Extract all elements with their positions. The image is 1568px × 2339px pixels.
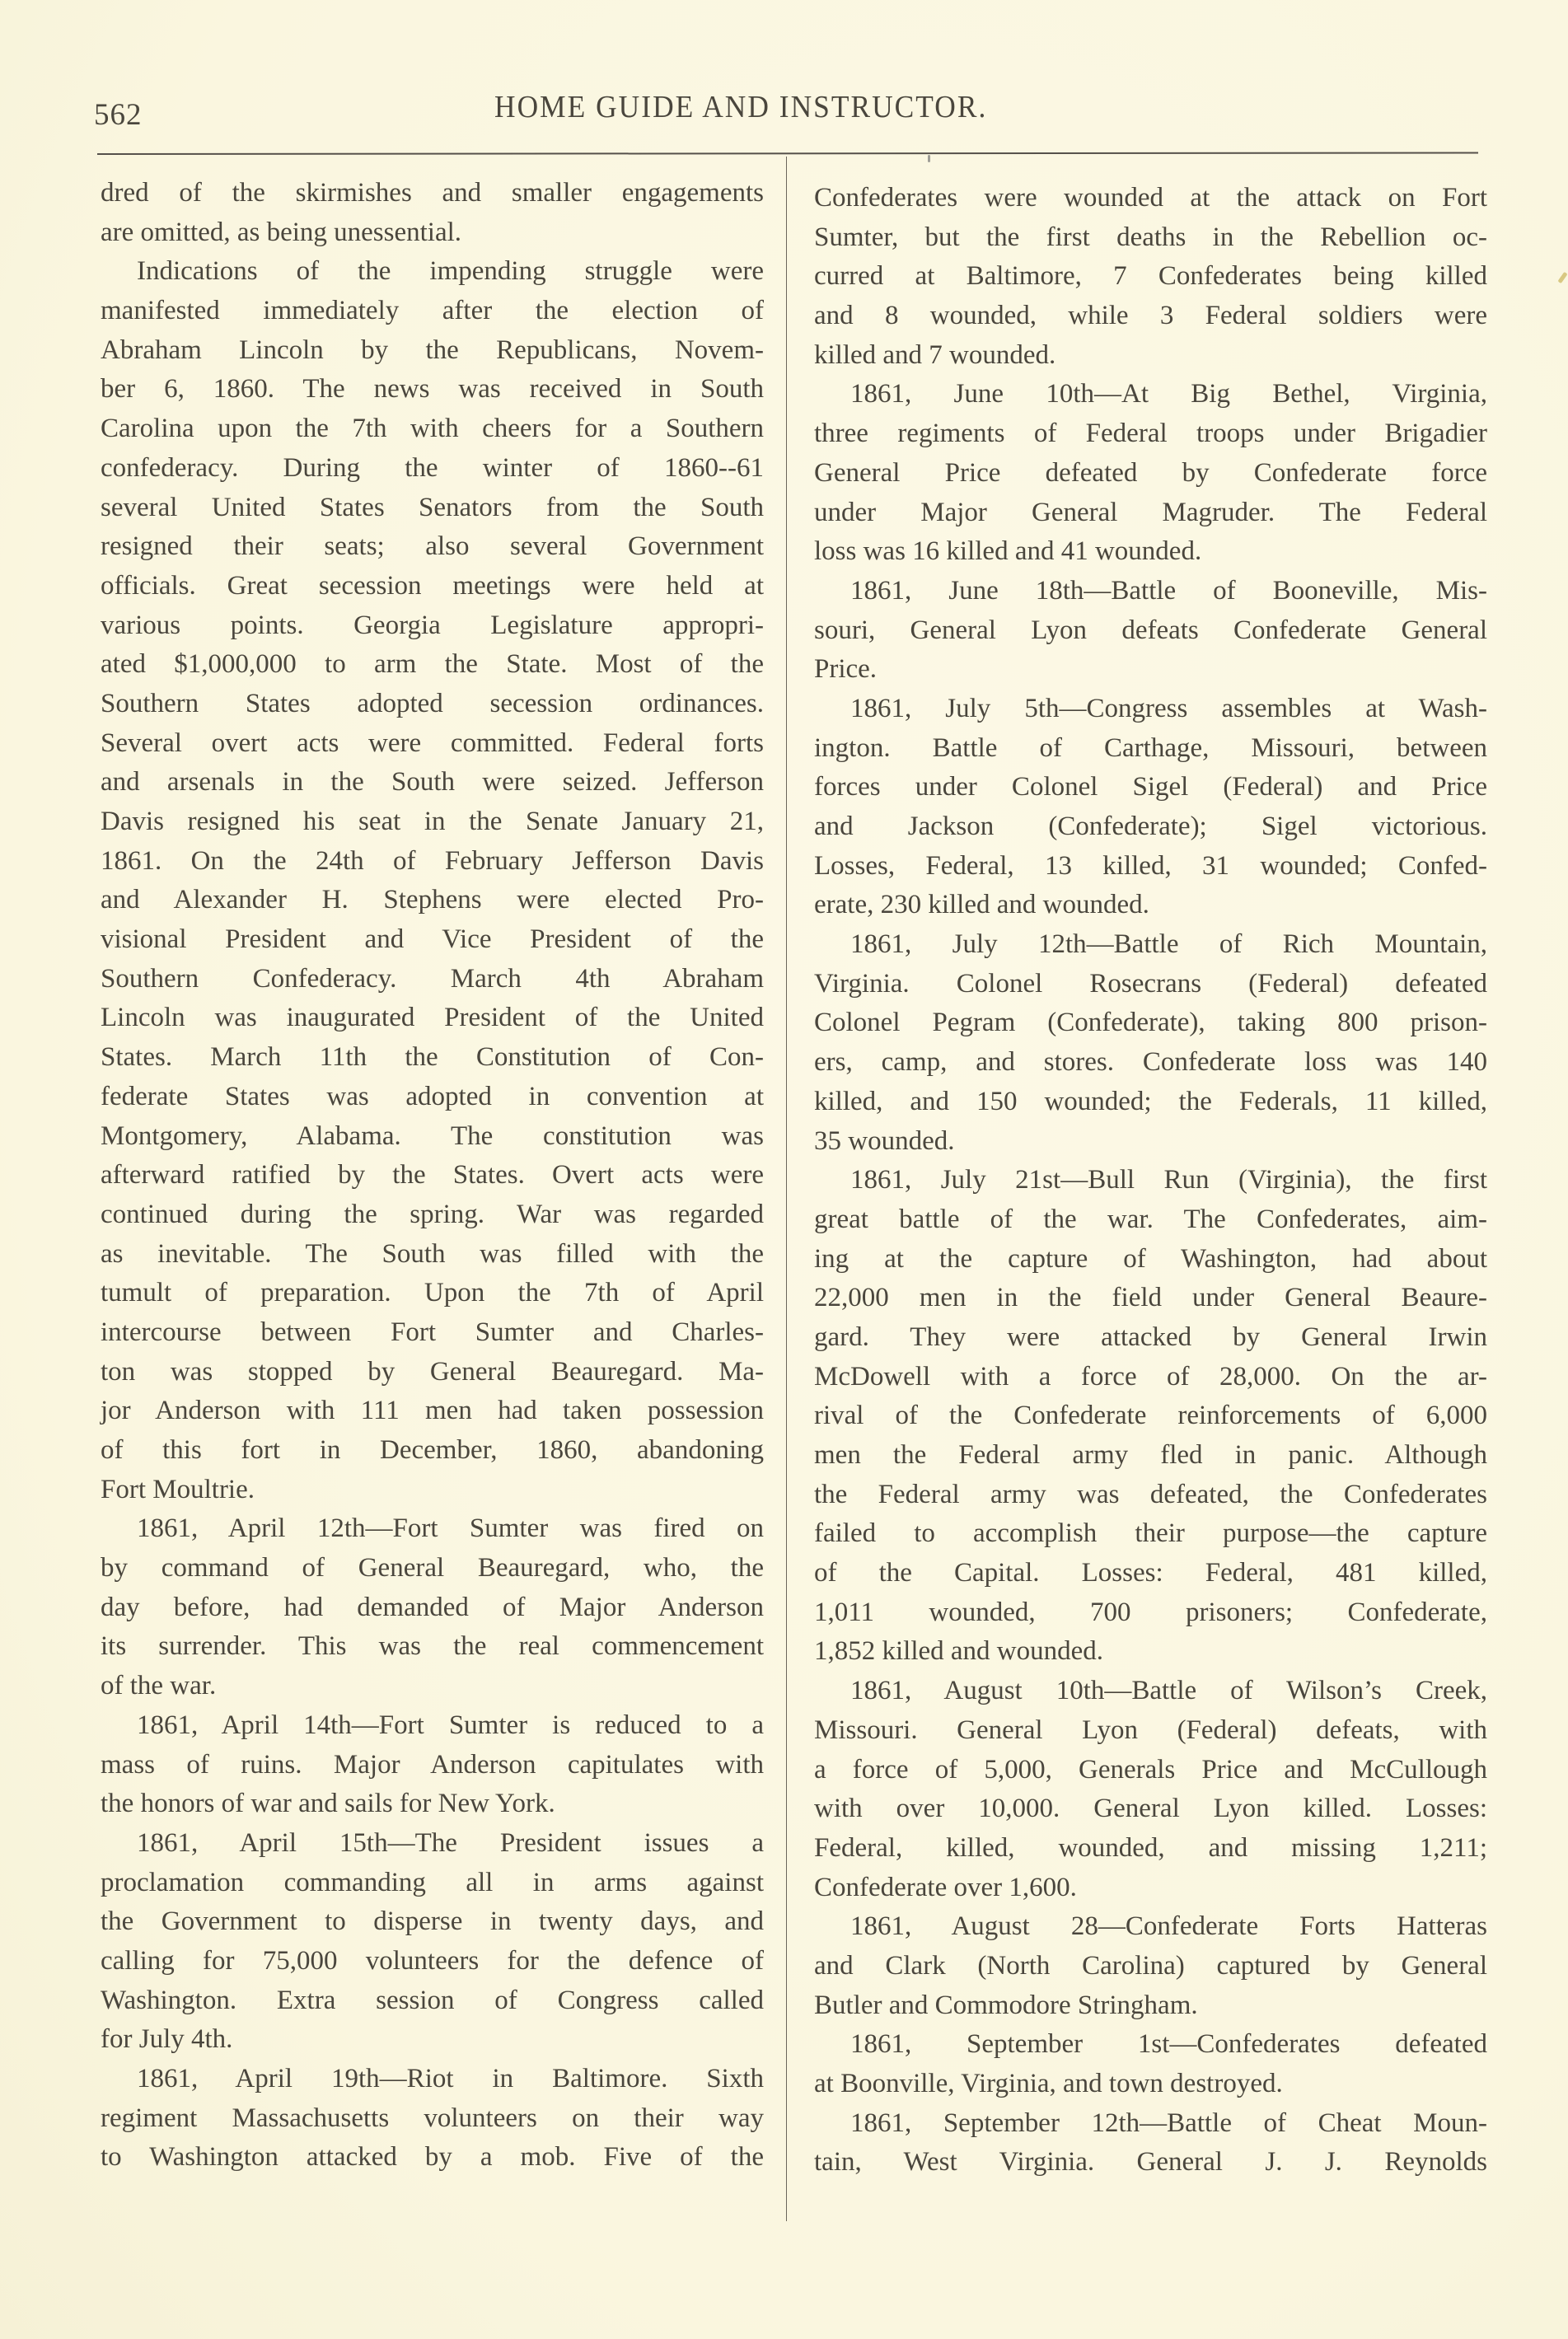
text-line: calling for 75,000 volunteers for the defence of [101, 1945, 764, 1976]
text-line: Confederates were wounded at the attack on Fort [814, 183, 1487, 213]
text-line: Price. [814, 654, 878, 685]
text-line: visional President and Vice President of the [101, 924, 764, 955]
text-line: forces under Colonel Sigel (Federal) and Price [814, 772, 1487, 802]
text-line: Sumter, but the first deaths in the Rebellion oc- [814, 222, 1487, 252]
text-line: several United States Senators from the South [101, 492, 764, 522]
text-line: 1861. On the 24th of February Jefferson Davis [101, 845, 764, 876]
text-line: Several overt acts were committed. Federal forts [101, 727, 764, 758]
text-line: continued during the spring. War was regarded [101, 1199, 764, 1229]
text-line: a force of 5,000, Generals Price and McCullough [814, 1754, 1487, 1785]
text-line: erate, 230 killed and wounded. [814, 890, 1149, 920]
text-line: the Government to disperse in twenty days, and [101, 1906, 764, 1937]
text-line: ington. Battle of Carthage, Missouri, between [814, 732, 1487, 763]
paragraph-first-line: Indications of the impending struggle were [137, 256, 764, 287]
text-line: States. March 11th the Constitution of Con- [101, 1042, 764, 1073]
text-line: mass of ruins. Major Anderson capitulates with [101, 1749, 764, 1780]
paragraph-first-line: 1861, April 15th—The President issues a [137, 1827, 764, 1858]
paper-blemish [928, 155, 930, 162]
text-line: of this fort in December, 1860, abandoning [101, 1435, 764, 1465]
text-line: of the Capital. Losses: Federal, 481 killed, [814, 1558, 1487, 1588]
text-line: Virginia. Colonel Rosecrans (Federal) defeated [814, 968, 1487, 999]
text-line: loss was 16 killed and 41 wounded. [814, 536, 1202, 567]
text-line: manifested immediately after the election of [101, 296, 764, 326]
text-line: three regiments of Federal troops under Brigadier [814, 419, 1487, 449]
paragraph-first-line: 1861, April 19th—Riot in Baltimore. Sixth [137, 2064, 764, 2093]
text-line: with over 10,000. General Lyon killed. Losses: [814, 1794, 1487, 1824]
text-line: curred at Baltimore, 7 Confederates being killed [814, 261, 1487, 292]
text-line: federate States was adopted in convention at [101, 1081, 764, 1111]
paper-blemish [1557, 272, 1567, 283]
text-line: to Washington attacked by a mob. Five of the [101, 2142, 764, 2173]
paragraph-first-line: 1861, July 12th—Battle of Rich Mountain, [850, 929, 1487, 960]
text-line: its surrender. This was the real commencement [101, 1631, 764, 1662]
text-line: for July 4th. [101, 2024, 233, 2055]
text-line: intercourse between Fort Sumter and Charles- [101, 1317, 764, 1347]
paragraph-first-line: 1861, June 18th—Battle of Booneville, Mis- [850, 575, 1487, 606]
text-line: Lincoln was inaugurated President of the United [101, 1003, 764, 1033]
paragraph-first-line: 1861, July 21st—Bull Run (Virginia), the first [850, 1165, 1487, 1195]
text-line: General Price defeated by Confederate force [814, 457, 1487, 488]
text-line: killed and 7 wounded. [814, 339, 1056, 370]
text-line: Butler and Commodore Stringham. [814, 1990, 1198, 2020]
right-column [814, 181, 1487, 2185]
text-line: McDowell with a force of 28,000. On the ar- [814, 1361, 1487, 1392]
text-line: proclamation commanding all in arms against [101, 1867, 764, 1897]
text-line: great battle of the war. The Confederates, aim- [814, 1204, 1487, 1234]
text-line: men the Federal army fled in panic. Although [814, 1440, 1487, 1470]
text-line: rival of the Confederate reinforcements of 6,000 [814, 1401, 1487, 1431]
text-line: killed, and 150 wounded; the Federals, 11 killed, [814, 1086, 1487, 1116]
text-line: Federal, killed, wounded, and missing 1,211; [814, 1832, 1487, 1863]
text-line: souri, General Lyon defeats Confederate General [814, 615, 1487, 645]
text-line: various points. Georgia Legislature appropri- [101, 610, 764, 640]
text-line: the honors of war and sails for New York. [101, 1789, 555, 1819]
text-line: and Alexander H. Stephens were elected Pro- [101, 885, 764, 915]
text-line: Missouri. General Lyon (Federal) defeats, with [814, 1714, 1487, 1745]
text-line: Confederate over 1,600. [814, 1872, 1077, 1902]
text-line: by command of General Beauregard, who, the [101, 1553, 764, 1584]
text-line: the Federal army was defeated, the Confederates [814, 1479, 1487, 1509]
text-line: and Jackson (Confederate); Sigel victorious. [814, 812, 1487, 841]
text-line: Washington. Extra session of Congress called [101, 1985, 764, 2015]
text-line: Losses, Federal, 13 killed, 31 wounded; Confed- [814, 850, 1487, 881]
text-line: 22,000 men in the field under General Beaure- [814, 1283, 1487, 1313]
text-line: confederacy. During the winter of 1860--61 [101, 452, 764, 483]
text-line: ton was stopped by General Beauregard. Ma- [101, 1356, 764, 1387]
text-line: and arsenals in the South were seized. Jefferson [101, 767, 764, 798]
paragraph-first-line: 1861, June 10th—At Big Bethel, Virginia, [850, 379, 1487, 409]
text-line: under Major General Magruder. The Federal [814, 497, 1487, 527]
text-line: Davis resigned his seat in the Senate January 21, [101, 807, 764, 836]
text-line: 35 wounded. [814, 1125, 955, 1156]
text-line: Montgomery, Alabama. The constitution was [101, 1120, 764, 1151]
text-line: and Clark (North Carolina) captured by General [814, 1950, 1487, 1981]
text-line: Colonel Pegram (Confederate), taking 800 prison- [814, 1008, 1487, 1038]
text-line: 1,011 wounded, 700 prisoners; Confederate, [814, 1597, 1487, 1627]
column-divider [786, 157, 787, 2221]
text-line: as inevitable. The South was filled with the [101, 1238, 764, 1269]
text-line: failed to accomplish their purpose—the capture [814, 1518, 1487, 1549]
text-line: officials. Great secession meetings were held at [101, 570, 764, 601]
paragraph-first-line: 1861, September 12th—Battle of Cheat Moun- [850, 2107, 1487, 2138]
text-line: 1,852 killed and wounded. [814, 1636, 1104, 1667]
text-line: Southern States adopted secession ordinances. [101, 688, 764, 718]
text-line: and 8 wounded, while 3 Federal soldiers were [814, 301, 1487, 331]
text-line: Fort Moultrie. [101, 1474, 255, 1504]
text-line: ing at the capture of Washington, had about [814, 1243, 1487, 1274]
text-line: regiment Massachusetts volunteers on their way [101, 2103, 764, 2133]
text-line: ber 6, 1860. The news was received in South [101, 374, 764, 405]
text-line: jor Anderson with 111 men had taken possession [101, 1396, 764, 1426]
paragraph-first-line: 1861, September 1st—Confederates defeated [850, 2029, 1487, 2060]
text-line: are omitted, as being unessential. [101, 217, 462, 247]
text-line: ers, camp, and stores. Confederate loss was 140 [814, 1047, 1487, 1078]
text-line: tumult of preparation. Upon the 7th of April [101, 1278, 764, 1308]
text-line: Carolina upon the 7th with cheers for a Southern [101, 414, 764, 444]
text-line: Southern Confederacy. March 4th Abraham [101, 963, 764, 994]
page-number: 562 [94, 98, 143, 132]
paragraph-first-line: 1861, April 12th—Fort Sumter was fired on [137, 1513, 764, 1544]
left-column [101, 176, 764, 2180]
text-line: of the war. [101, 1671, 217, 1701]
text-line: ated $1,000,000 to arm the State. Most of the [101, 649, 764, 680]
paragraph-first-line: 1861, August 10th—Battle of Wilson’s Creek, [850, 1676, 1487, 1706]
text-line: resigned their seats; also several Government [101, 531, 764, 562]
header-rule [97, 152, 1478, 155]
text-line: dred of the skirmishes and smaller engagements [101, 178, 764, 208]
running-title: HOME GUIDE AND INSTRUCTOR. [494, 90, 988, 124]
text-line: day before, had demanded of Major Anderson [101, 1592, 764, 1622]
text-line: gard. They were attacked by General Irwin [814, 1322, 1487, 1352]
text-line: tain, West Virginia. General J. J. Reynolds [814, 2147, 1487, 2178]
paragraph-first-line: 1861, August 28—Confederate Forts Hatteras [850, 1911, 1487, 1942]
text-line: at Boonville, Virginia, and town destroyed. [814, 2069, 1283, 2098]
paragraph-first-line: 1861, July 5th—Congress assembles at Wash- [850, 693, 1487, 723]
text-line: afterward ratified by the States. Overt acts were [101, 1160, 764, 1191]
text-line: Abraham Lincoln by the Republicans, Novem- [101, 334, 764, 365]
paragraph-first-line: 1861, April 14th—Fort Sumter is reduced to a [137, 1710, 764, 1740]
